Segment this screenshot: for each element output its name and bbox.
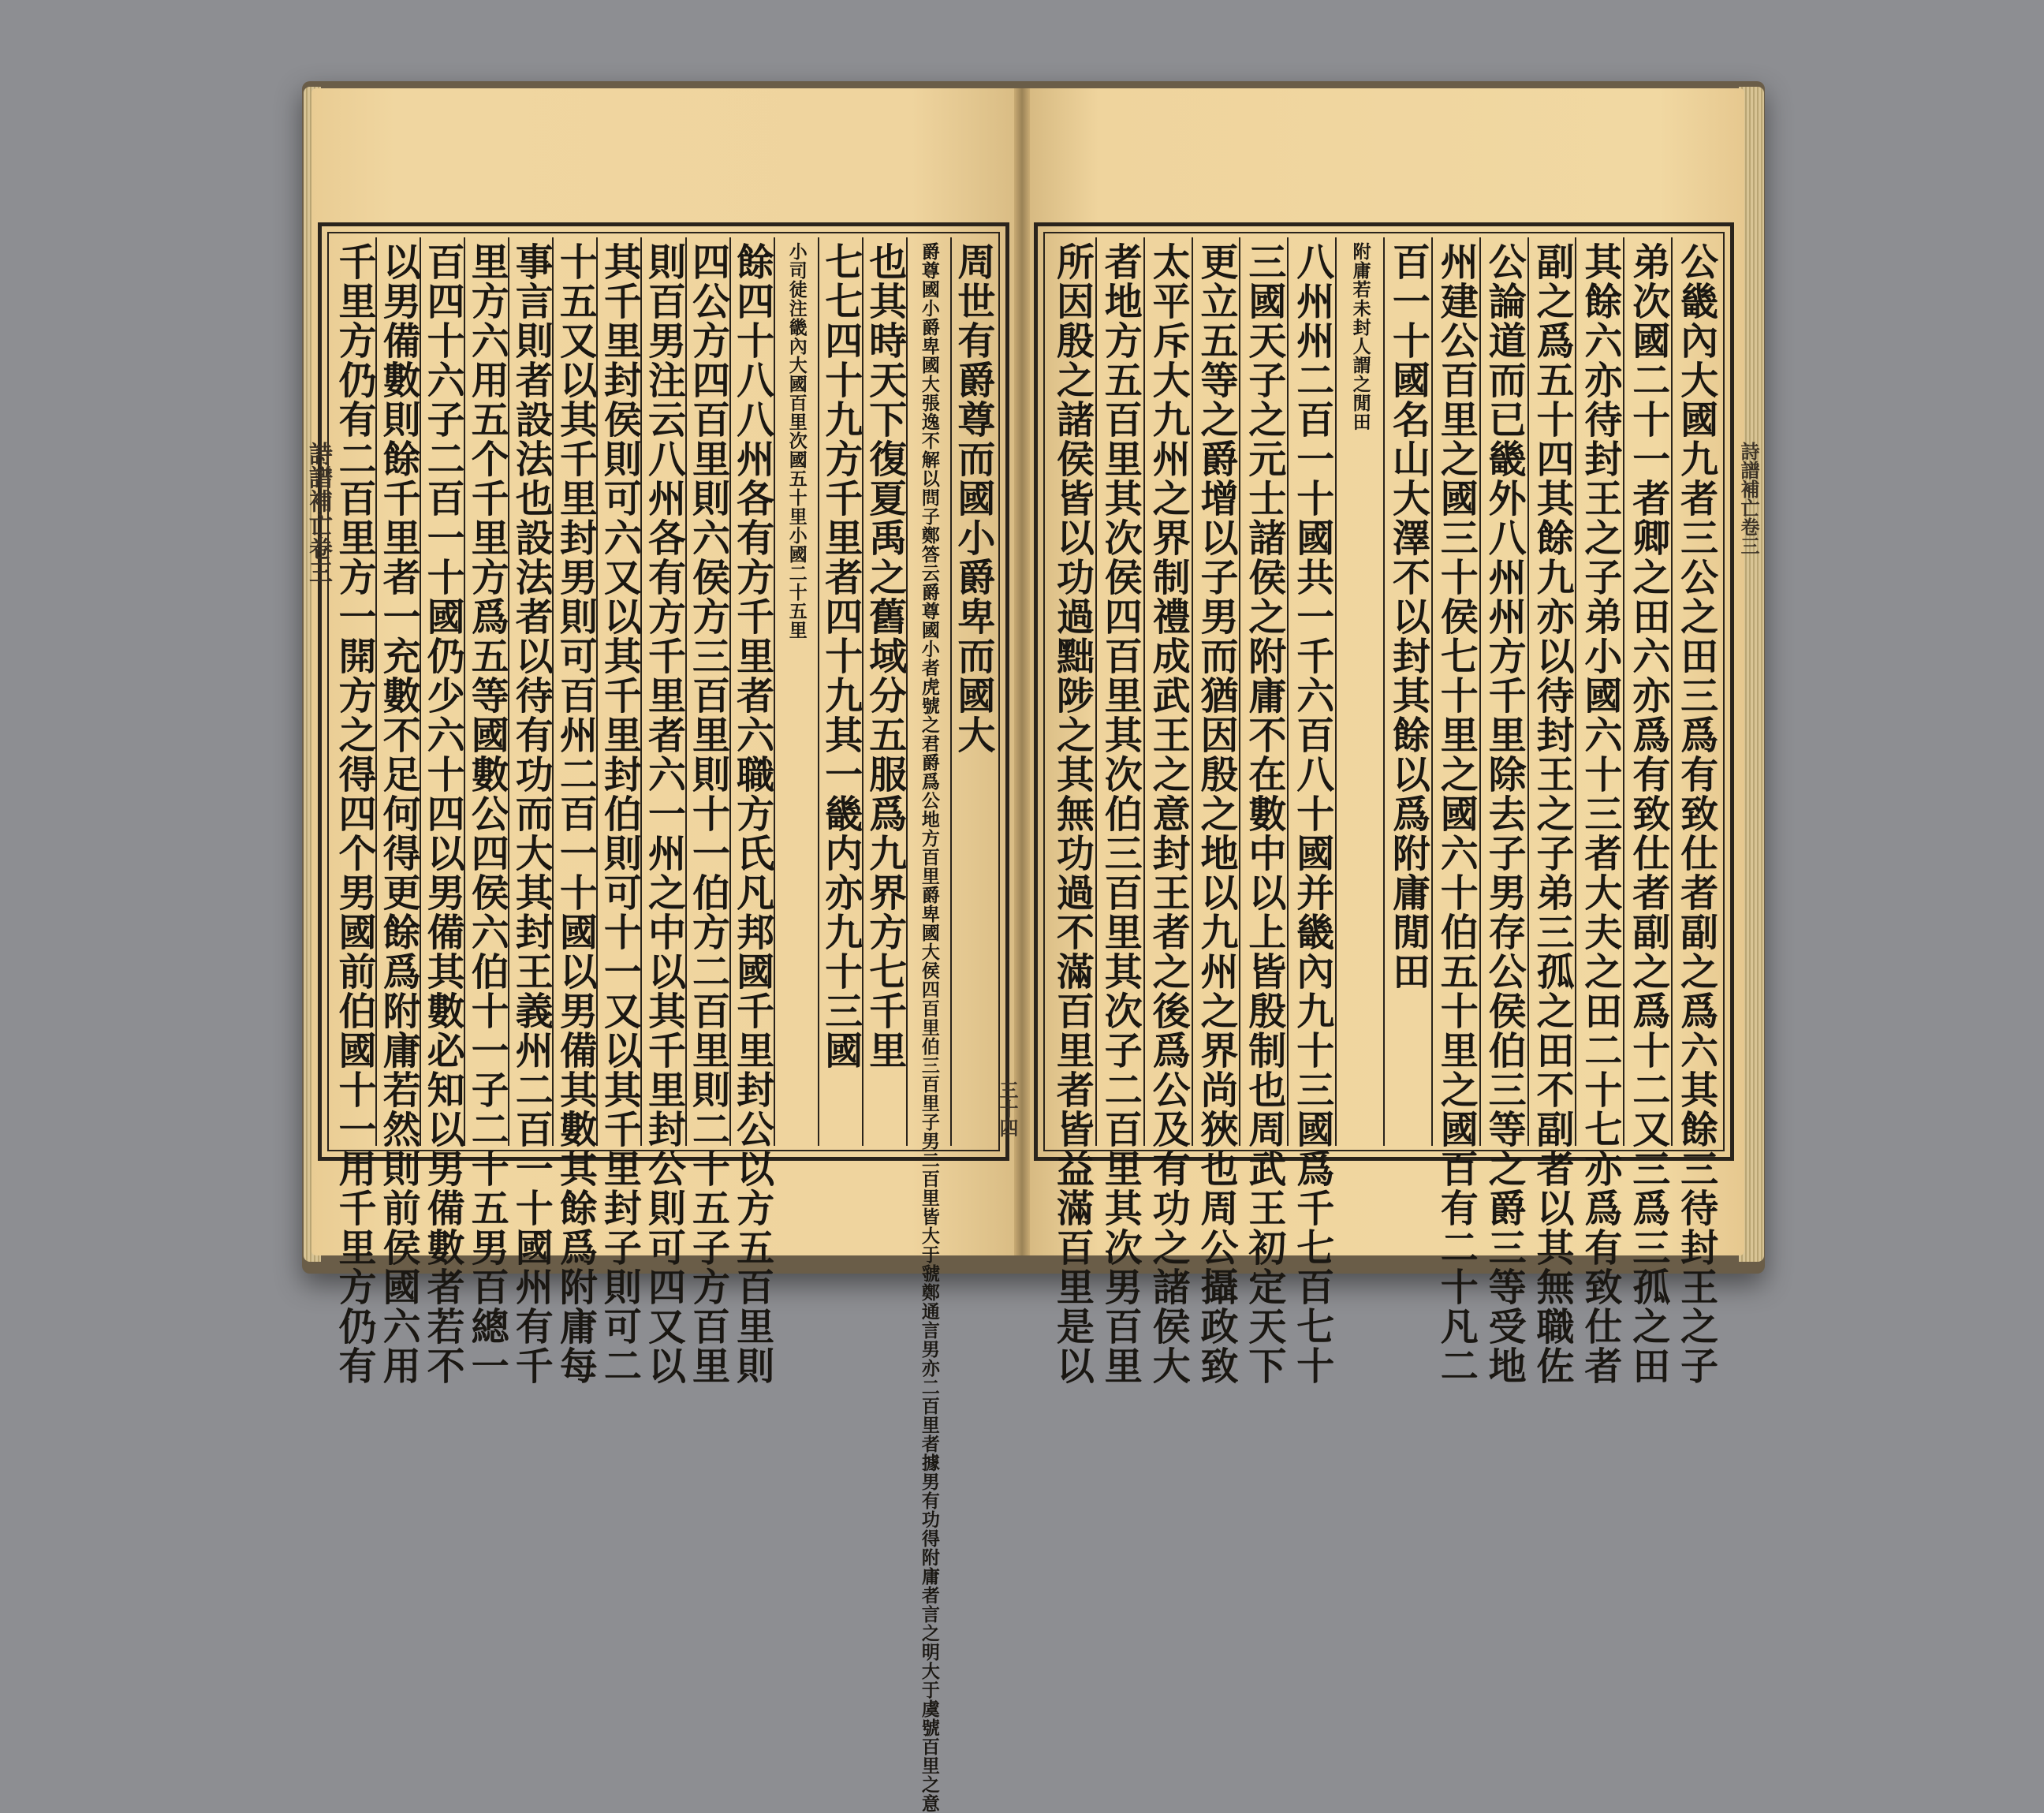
left-text-frame	[318, 222, 1009, 1813]
column-text: 四公方四百里則六侯方三百里則十一伯方二百里則二十五子方百里	[685, 242, 730, 1386]
column-text: 千里方仍有二百里方一開方之得四个男國前伯國十一用千里方仍有	[332, 242, 377, 1386]
text-column	[1192, 237, 1240, 1386]
text-column	[464, 237, 509, 1386]
right-text-frame	[1034, 222, 1734, 1386]
column-text: 更立五等之爵增以子男而猶因殷之地以九州之界尚狹也周公攝政致	[1193, 242, 1238, 1386]
text-column	[1671, 237, 1719, 1386]
column-text: 百一十國名山大澤不以封其餘以爲附庸閒田	[1386, 242, 1430, 991]
column-text: 附庸若未封人謂之閒田	[1349, 242, 1371, 431]
text-column	[1383, 237, 1431, 1146]
column-text: 十五又以其千里封男則可百州二百一十國以男備其數其餘爲附庸每	[553, 242, 598, 1386]
column-text: 里方六用五个千里方爲五等國數公四侯六伯十一子二十五男百總一	[464, 242, 509, 1386]
text-column	[420, 237, 465, 1386]
column-text: 百四十六子二百一十國仍少六十四以男備其數必知以男備數者若不	[420, 242, 465, 1386]
column-text: 弟次國二十一者卿之田六亦爲有致仕者副之爲十二又三爲三孤之田	[1625, 242, 1670, 1386]
text-column	[1527, 237, 1576, 1386]
text-column	[1479, 237, 1527, 1386]
text-column	[375, 237, 421, 1386]
text-column	[1239, 237, 1287, 1386]
column-text: 八州州二百一十國共一千六百八十國并畿內九十三國爲千七百七十	[1289, 242, 1334, 1386]
text-column	[906, 237, 950, 1813]
text-column	[1575, 237, 1623, 1386]
text-column	[640, 237, 686, 1386]
column-text: 周世有爵尊而國小爵卑而國大	[950, 242, 995, 755]
column-text: 以男備數則餘千里者一充數不足何得更餘爲附庸若然則前侯國六用	[376, 242, 421, 1386]
column-text: 爵尊國小爵卑國大張逸不解以問子鄭答云爵尊國小者虎號之君爵爲公地方百里爵卑國大侯四百里伯三百里子男二百里皆大于虢鄭通言男亦二百里者據男有功得附庸者言之明大于虞號百里之意	[918, 242, 940, 1813]
text-column	[1623, 237, 1671, 1386]
left-page-number: 三十四	[996, 1080, 1019, 1137]
text-column	[1049, 237, 1095, 1386]
right-columns	[1049, 237, 1719, 1386]
column-text: 其餘六亦待封王之子弟小國六十三者大夫之田二十七亦爲有致仕者	[1577, 242, 1622, 1386]
text-column	[729, 237, 774, 1386]
column-text: 事言則者設法也設法者以待有功而大其封王義州二百一十國州有千	[509, 242, 554, 1386]
left-folio: 詩譜補亡卷三	[304, 442, 332, 584]
left-columns	[332, 237, 995, 1813]
column-text: 所因殷之諸侯皆以功過黜陟之其無功過不滿百里者皆益滿百里是以	[1050, 242, 1095, 1386]
column-text: 餘四十八八州各有方千里者六職方氏凡邦國千里封公以方五百里則	[729, 242, 774, 1386]
column-text: 其千里封侯則可六又以其千里封伯則可十一又以其千里封子則可二	[597, 242, 642, 1386]
column-text: 小司徒注畿內大國百里次國五十里小國二十五里	[785, 242, 808, 640]
column-text: 州建公百里之國三十侯七十里之國六十伯五十里之國百有二十凡二	[1434, 242, 1479, 1386]
text-column	[1335, 237, 1383, 1146]
text-column	[950, 237, 994, 1146]
text-column	[818, 237, 862, 1146]
column-text: 公論道而已畿外八州州方千里除去子男存公侯伯三等之爵三等受地	[1482, 242, 1527, 1386]
column-text: 則百男注云八州各有方千里者六一州之中以其千里封公則可四又以	[641, 242, 686, 1386]
column-text: 者地方五百里其次侯四百里其次伯三百里其次子二百里其次男百里	[1098, 242, 1143, 1386]
column-text: 副之爲五十四其餘九亦以待封王之子弟三孤之田不副者以其無職佐	[1529, 242, 1574, 1386]
column-text: 七七四十九方千里者四十九其一畿内亦九十三國	[818, 242, 863, 1070]
text-column	[774, 237, 818, 1146]
text-column	[1095, 237, 1143, 1386]
text-column	[508, 237, 554, 1386]
column-text: 太平斥大九州之界制禮成武王之意封王者之後爲公及有功之諸侯大	[1146, 242, 1191, 1386]
text-column	[332, 237, 377, 1386]
text-column	[1431, 237, 1479, 1386]
text-column	[862, 237, 906, 1146]
column-text: 公畿內大國九者三公之田三爲有致仕者副之爲六其餘三待封王之子	[1673, 242, 1718, 1386]
text-column	[1287, 237, 1335, 1386]
text-column	[552, 237, 598, 1386]
column-text: 也其時天下復夏禹之舊域分五服爲九界方七千里	[862, 242, 907, 1070]
text-column	[1143, 237, 1192, 1386]
right-folio: 詩譜補亡卷三	[1737, 442, 1760, 555]
column-text: 三國天子之元士諸侯之附庸不在數中以上皆殷制也周武王初定天下	[1241, 242, 1286, 1386]
text-column	[685, 237, 730, 1386]
text-column	[596, 237, 642, 1386]
